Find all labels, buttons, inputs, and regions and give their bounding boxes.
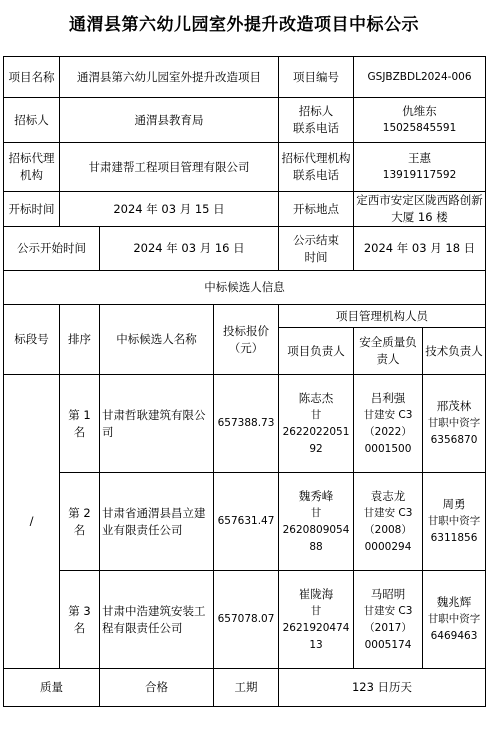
person-name: 马昭明 <box>370 586 406 601</box>
cert-line: 262192047413 <box>282 621 350 651</box>
value-project-name: 通渭县第六幼儿园室外提升改造项目 <box>60 57 279 98</box>
label-line: 投标报价 <box>223 323 269 338</box>
label-line: 安全质量负 <box>359 335 417 349</box>
bid-price: 657078.07 <box>214 571 279 669</box>
header-pm: 项目负责人 <box>279 328 354 375</box>
bid-price: 657631.47 <box>214 473 279 571</box>
cert-line: 0000294 <box>364 540 412 553</box>
cert-line: 262202205192 <box>282 425 350 455</box>
person-name: 崔陇海 <box>298 586 334 601</box>
cert-line: 甘职中资字 <box>427 417 481 429</box>
cert-line: 甘建安 C3 <box>363 408 413 421</box>
technical-manager <box>423 375 486 473</box>
value-tenderer-contact <box>354 98 486 143</box>
candidate-name: 甘肃省通渭县昌立建业有限责任公司 <box>100 473 214 571</box>
cert-line: （2008） <box>364 523 412 536</box>
cert-line: 6311856 <box>430 532 478 544</box>
row-footer <box>4 669 486 707</box>
contact-name: 王惠 <box>408 151 432 165</box>
rank: 第 1 名 <box>60 375 100 473</box>
label-line: 公示结束 <box>293 232 340 247</box>
cert-line: （2017） <box>364 621 412 634</box>
label-open-time: 开标时间 <box>4 192 60 227</box>
label-agency-phone <box>279 143 354 192</box>
header-lot: 标段号 <box>4 305 60 375</box>
project-manager <box>279 571 354 669</box>
candidate-row <box>4 473 486 571</box>
person-name: 袁志龙 <box>370 488 406 503</box>
cert-line: 262080905488 <box>282 523 350 553</box>
label-quality: 质量 <box>4 669 100 707</box>
cert-line: 甘 <box>310 506 322 519</box>
header-price <box>214 305 279 375</box>
cert-line: 6356870 <box>430 434 478 446</box>
person-name: 魏秀峰 <box>298 488 334 503</box>
candidate-name: 甘肃中浩建筑安装工程有限责任公司 <box>100 571 214 669</box>
cert-line: 0005174 <box>364 638 412 651</box>
safety-manager <box>354 571 423 669</box>
contact-phone: 13919117592 <box>382 169 457 181</box>
person-name: 邢茂林 <box>436 399 472 413</box>
value-agency-contact <box>354 143 486 192</box>
section-title: 中标候选人信息 <box>4 271 486 305</box>
bid-price: 657388.73 <box>214 375 279 473</box>
person-name: 陈志杰 <box>298 390 334 405</box>
value-open-time: 2024 年 03 月 15 日 <box>60 192 279 227</box>
row-notice <box>4 227 486 271</box>
value-notice-end: 2024 年 03 月 18 日 <box>354 227 486 271</box>
page-title: 通渭县第六幼儿园室外提升改造项目中标公示 <box>69 15 419 35</box>
value-notice-start: 2024 年 03 月 16 日 <box>100 227 279 271</box>
label-notice-end <box>279 227 354 271</box>
value-period: 123 日历天 <box>279 669 486 707</box>
rank: 第 3 名 <box>60 571 100 669</box>
lot-value: / <box>4 375 60 669</box>
candidate-row <box>4 571 486 669</box>
label-project-name: 项目名称 <box>4 57 60 98</box>
cert-line: 0001500 <box>364 442 412 455</box>
rank: 第 2 名 <box>60 473 100 571</box>
value-open-place: 定西市安定区陇西路创新大厦 16 楼 <box>354 192 486 227</box>
label-line: 机构 <box>20 168 43 182</box>
value-quality: 合格 <box>100 669 214 707</box>
row-agency <box>4 143 486 192</box>
header-safety <box>354 328 423 375</box>
row-project-name <box>4 57 486 98</box>
cert-line: 6469463 <box>430 630 478 642</box>
label-line: 招标人 <box>298 104 334 118</box>
label-line: 招标代理机构 <box>281 151 351 165</box>
safety-manager <box>354 375 423 473</box>
row-open <box>4 192 486 227</box>
label-line: 联系电话 <box>293 168 340 182</box>
label-line: 时间 <box>304 249 328 264</box>
label-open-place: 开标地点 <box>279 192 354 227</box>
cert-line: 甘职中资字 <box>427 515 481 527</box>
candidate-row <box>4 375 486 473</box>
label-line: 责人 <box>376 352 400 366</box>
safety-manager <box>354 473 423 571</box>
cert-line: （2022） <box>364 425 412 438</box>
value-tenderer: 通渭县教育局 <box>60 98 279 143</box>
label-tenderer: 招标人 <box>4 98 60 143</box>
row-tenderer <box>4 98 486 143</box>
candidate-name: 甘肃哲耿建筑有限公司 <box>100 375 214 473</box>
technical-manager <box>423 473 486 571</box>
label-line: 联系电话 <box>293 121 340 135</box>
cert-line: 甘建安 C3 <box>363 506 413 519</box>
label-line: 招标代理 <box>8 151 55 165</box>
cert-line: 甘建安 C3 <box>363 604 413 617</box>
project-manager <box>279 375 354 473</box>
bid-notice-table <box>3 56 486 707</box>
value-agency: 甘肃建帮工程项目管理有限公司 <box>60 143 279 192</box>
header-name: 中标候选人名称 <box>100 305 214 375</box>
contact-phone: 15025845591 <box>382 122 457 134</box>
header-rank: 排序 <box>60 305 100 375</box>
value-project-code: GSJBZBDL2024-006 <box>354 57 486 98</box>
header-tech: 技术负责人 <box>423 328 486 375</box>
label-agency <box>4 143 60 192</box>
technical-manager <box>423 571 486 669</box>
person-name: 吕利强 <box>370 390 406 405</box>
project-manager <box>279 473 354 571</box>
label-project-code: 项目编号 <box>279 57 354 98</box>
label-period: 工期 <box>214 669 279 707</box>
header-row-1 <box>4 305 486 328</box>
label-line: （元） <box>228 340 264 355</box>
header-mgmt: 项目管理机构人员 <box>279 305 486 328</box>
person-name: 周勇 <box>442 497 466 511</box>
row-section-title <box>4 271 486 305</box>
cert-line: 甘 <box>310 604 322 617</box>
label-notice-start: 公示开始时间 <box>4 227 100 271</box>
contact-name: 仇维东 <box>402 104 437 118</box>
cert-line: 甘 <box>310 408 322 421</box>
person-name: 魏兆辉 <box>436 595 472 609</box>
cert-line: 甘职中资字 <box>427 613 481 625</box>
label-tenderer-phone <box>279 98 354 143</box>
